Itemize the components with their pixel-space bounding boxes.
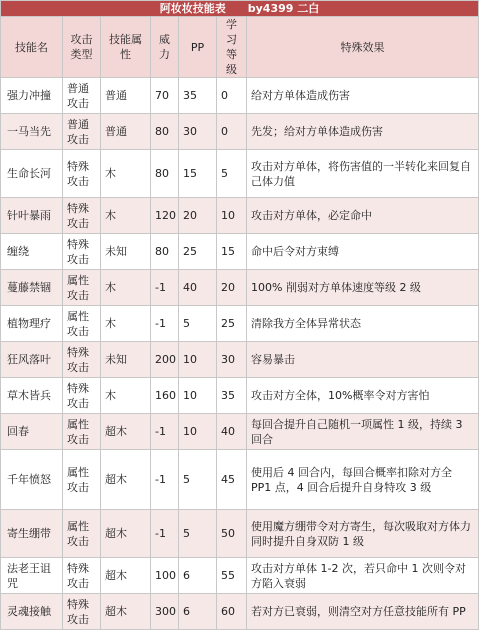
cell-attack-type: 特殊 攻击 (63, 342, 101, 378)
cell-attack-type: 属性 攻击 (63, 414, 101, 450)
table-row (1, 306, 479, 342)
cell-special-effect: 给对方单体造成伤害 (247, 78, 479, 114)
cell-skill-name: 草木皆兵 (1, 378, 63, 414)
cell-learn-level: 50 (217, 510, 247, 558)
cell-pp: 30 (179, 114, 217, 150)
cell-attack-type: 属性 攻击 (63, 306, 101, 342)
cell-skill-name: 一马当先 (1, 114, 63, 150)
table-row (1, 114, 479, 150)
cell-skill-name: 灵魂接触 (1, 594, 63, 630)
cell-power: -1 (151, 450, 179, 510)
cell-skill-attribute: 普通 (101, 114, 151, 150)
cell-power: 80 (151, 150, 179, 198)
cell-attack-type: 特殊 攻击 (63, 558, 101, 594)
cell-special-effect: 若对方已衰弱，则清空对方任意技能所有 PP (247, 594, 479, 630)
cell-attack-type: 特殊 攻击 (63, 594, 101, 630)
table-row (1, 198, 479, 234)
cell-pp: 15 (179, 150, 217, 198)
cell-special-effect: 命中后令对方束缚 (247, 234, 479, 270)
cell-skill-attribute: 超木 (101, 450, 151, 510)
cell-pp: 25 (179, 234, 217, 270)
cell-attack-type: 属性 攻击 (63, 450, 101, 510)
cell-skill-attribute: 木 (101, 150, 151, 198)
cell-special-effect: 使用魔方绷带令对方寄生，每次吸取对方体力同时提升自身双防 1 级 (247, 510, 479, 558)
table-row (1, 234, 479, 270)
cell-skill-attribute: 普通 (101, 78, 151, 114)
cell-skill-attribute: 超木 (101, 558, 151, 594)
cell-skill-attribute: 木 (101, 306, 151, 342)
cell-pp: 20 (179, 198, 217, 234)
cell-pp: 5 (179, 450, 217, 510)
cell-special-effect: 先发；给对方单体造成伤害 (247, 114, 479, 150)
cell-power: 100 (151, 558, 179, 594)
header-pp: PP (179, 17, 217, 78)
cell-power: 70 (151, 78, 179, 114)
cell-power: -1 (151, 306, 179, 342)
cell-skill-name: 蔓藤禁锢 (1, 270, 63, 306)
cell-pp: 10 (179, 414, 217, 450)
cell-learn-level: 20 (217, 270, 247, 306)
table-row (1, 342, 479, 378)
cell-skill-name: 法老王诅咒 (1, 558, 63, 594)
cell-power: -1 (151, 270, 179, 306)
cell-attack-type: 特殊 攻击 (63, 198, 101, 234)
cell-skill-attribute: 木 (101, 270, 151, 306)
cell-learn-level: 35 (217, 378, 247, 414)
table-header-row (1, 17, 479, 78)
header-power: 威 力 (151, 17, 179, 78)
cell-attack-type: 属性 攻击 (63, 270, 101, 306)
cell-learn-level: 30 (217, 342, 247, 378)
cell-learn-level: 5 (217, 150, 247, 198)
cell-attack-type: 普通 攻击 (63, 78, 101, 114)
table-row (1, 270, 479, 306)
cell-power: 120 (151, 198, 179, 234)
cell-attack-type: 普通 攻击 (63, 114, 101, 150)
cell-learn-level: 40 (217, 414, 247, 450)
cell-skill-name: 缠绕 (1, 234, 63, 270)
header-learn-level: 学习 等级 (217, 17, 247, 78)
table-row (1, 378, 479, 414)
cell-skill-name: 千年愤怒 (1, 450, 63, 510)
cell-power: 80 (151, 234, 179, 270)
cell-power: -1 (151, 510, 179, 558)
cell-attack-type: 属性 攻击 (63, 510, 101, 558)
cell-learn-level: 15 (217, 234, 247, 270)
table-row (1, 594, 479, 630)
cell-skill-attribute: 未知 (101, 342, 151, 378)
cell-skill-name: 强力冲撞 (1, 78, 63, 114)
cell-special-effect: 攻击对方单体 1-2 次，若只命中 1 次则令对方陷入衰弱 (247, 558, 479, 594)
cell-learn-level: 10 (217, 198, 247, 234)
header-special-effect: 特殊效果 (247, 17, 479, 78)
cell-special-effect: 容易暴击 (247, 342, 479, 378)
header-attack-type: 攻击 类型 (63, 17, 101, 78)
cell-skill-attribute: 木 (101, 378, 151, 414)
cell-special-effect: 攻击对方全体，10%概率令对方害怕 (247, 378, 479, 414)
cell-skill-name: 植物理疗 (1, 306, 63, 342)
cell-skill-name: 狂风落叶 (1, 342, 63, 378)
cell-pp: 40 (179, 270, 217, 306)
cell-learn-level: 55 (217, 558, 247, 594)
cell-pp: 35 (179, 78, 217, 114)
cell-learn-level: 60 (217, 594, 247, 630)
cell-power: 200 (151, 342, 179, 378)
cell-attack-type: 特殊 攻击 (63, 378, 101, 414)
cell-special-effect: 攻击对方单体，必定命中 (247, 198, 479, 234)
cell-special-effect: 每回合提升自己随机一项属性 1 级，持续 3 回合 (247, 414, 479, 450)
cell-skill-attribute: 木 (101, 198, 151, 234)
header-skill-attribute: 技能属 性 (101, 17, 151, 78)
table-row (1, 78, 479, 114)
cell-skill-name: 寄生绷带 (1, 510, 63, 558)
cell-pp: 10 (179, 378, 217, 414)
cell-skill-attribute: 未知 (101, 234, 151, 270)
cell-special-effect: 使用后 4 回合内，每回合概率扣除对方全 PP1 点，4 回合后提升自身特攻 3 级 (247, 450, 479, 510)
cell-special-effect: 100% 削弱对方单体速度等级 2 级 (247, 270, 479, 306)
cell-learn-level: 0 (217, 78, 247, 114)
cell-power: -1 (151, 414, 179, 450)
cell-skill-name: 生命长河 (1, 150, 63, 198)
table-row (1, 150, 479, 198)
cell-special-effect: 清除我方全体异常状态 (247, 306, 479, 342)
cell-skill-attribute: 超木 (101, 594, 151, 630)
cell-power: 160 (151, 378, 179, 414)
table-title: 阿妆妆技能表 by4399 二白 (1, 1, 479, 17)
cell-pp: 5 (179, 510, 217, 558)
cell-pp: 5 (179, 306, 217, 342)
cell-skill-name: 回春 (1, 414, 63, 450)
table-row (1, 450, 479, 510)
cell-pp: 10 (179, 342, 217, 378)
cell-pp: 6 (179, 558, 217, 594)
cell-learn-level: 0 (217, 114, 247, 150)
cell-learn-level: 45 (217, 450, 247, 510)
table-row (1, 558, 479, 594)
header-skill-name: 技能名 (1, 17, 63, 78)
cell-attack-type: 特殊 攻击 (63, 234, 101, 270)
cell-pp: 6 (179, 594, 217, 630)
cell-attack-type: 特殊 攻击 (63, 150, 101, 198)
cell-skill-attribute: 超木 (101, 510, 151, 558)
cell-power: 300 (151, 594, 179, 630)
cell-skill-attribute: 超木 (101, 414, 151, 450)
table-row (1, 510, 479, 558)
table-title-row (1, 1, 479, 17)
cell-skill-name: 针叶暴雨 (1, 198, 63, 234)
table-row (1, 414, 479, 450)
cell-power: 80 (151, 114, 179, 150)
cell-special-effect: 攻击对方单体，将伤害值的一半转化来回复自己体力值 (247, 150, 479, 198)
cell-learn-level: 25 (217, 306, 247, 342)
